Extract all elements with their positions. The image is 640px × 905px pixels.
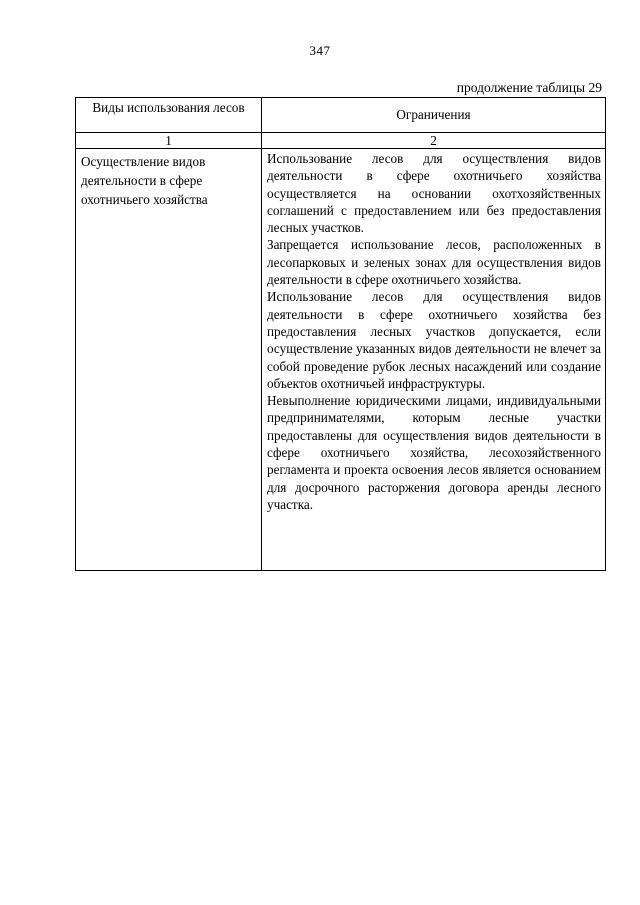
table-caption: продолжение таблицы 29 bbox=[456, 80, 602, 95]
table-header-row bbox=[76, 98, 606, 133]
page-number: 347 bbox=[309, 43, 331, 58]
restriction-paragraph: Использование лесов для осуществления видов деятельности в сфере охотничьего хозяйства осуществляется на основании охотхозяйственных соглашений с предоставлением или без предоставления лесных участков. bbox=[267, 151, 601, 236]
restrictions-cell bbox=[262, 149, 606, 571]
restriction-paragraph: Невыполнение юридическими лицами, индивидуальными предпринимателями, которым лесные участки предоставлены для осуществления видов деятельности в сфере охотничьего хозяйства, лесохозяйственного регламента и проекта освоения лесов является основанием для досрочного расторжения договора аренды лесного участка. bbox=[267, 393, 601, 512]
column-number-1: 1 bbox=[76, 133, 262, 149]
header-forest-use-types: Виды использования лесов bbox=[76, 98, 262, 133]
header-restrictions: Ограничения bbox=[262, 98, 606, 133]
column-number-2: 2 bbox=[262, 133, 606, 149]
restriction-paragraph: Использование лесов для осуществления видов деятельности в сфере охотничьего хозяйства без предоставления лесных участков допускается, если осуществление указанных видов деятельности не влечет за собой проведение рубок лесных насаждений или создание объектов охотничьей инфраструктуры. bbox=[267, 289, 601, 391]
restrictions-table bbox=[75, 97, 606, 571]
activity-text: Осуществление видов деятельности в сфере охотничьего хозяйства bbox=[81, 154, 208, 207]
table-row bbox=[76, 149, 606, 571]
activity-cell bbox=[76, 149, 262, 571]
column-number-row bbox=[76, 133, 606, 149]
restriction-paragraph: Запрещается использование лесов, расположенных в лесопарковых и зеленых зонах для осуществления видов деятельности в сфере охотничьего хозяйства. bbox=[267, 237, 601, 288]
